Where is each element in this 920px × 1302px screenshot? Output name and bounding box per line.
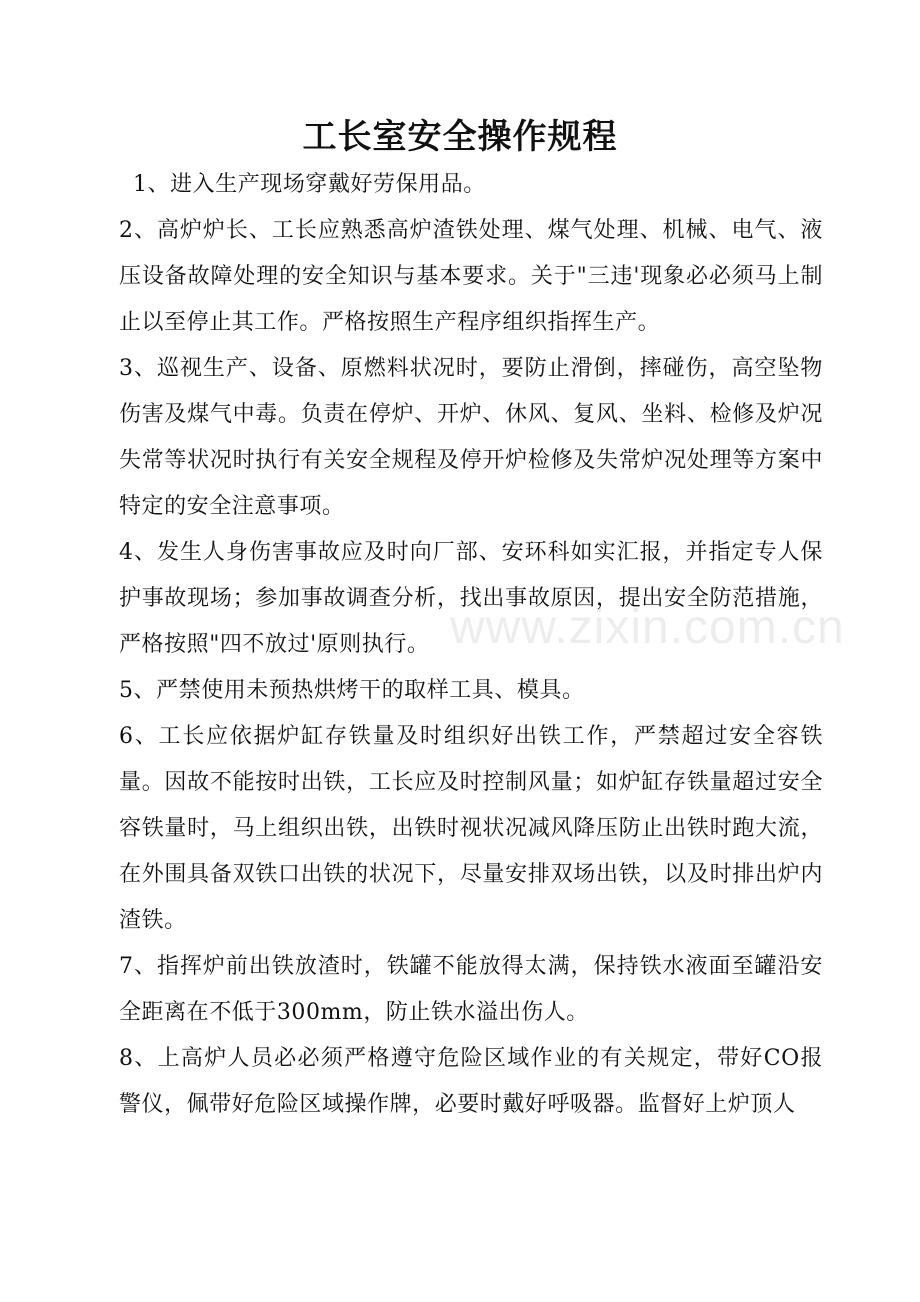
document-body: [111, 162, 823, 1128]
paragraph-1: 1、进入生产现场穿戴好劳保用品。: [133, 172, 486, 197]
paragraph-3: 3、巡视生产、设备、原燃料状况时，要防止滑倒，摔碰伤，高空坠物伤害及煤气中毒。负责在停炉、开炉、休风、复风、坐料、检修及炉况失常等状况时执行有关安全规程及停开炉检修及失常炉况处理等方案中特定的安全注意事项。: [119, 356, 823, 519]
paragraph-7: 7、指挥炉前出铁放渣时，铁罐不能放得太满，保持铁水液面至罐沿安全距离在不低于300mm，防止铁水溢出伤人。: [119, 954, 823, 1025]
page-title: 工长室安全操作规程: [302, 117, 618, 157]
paragraph-5: 5、严禁使用未预热烘烤干的取样工具、模具。: [119, 678, 585, 703]
paragraph-4: 4、发生人身伤害事故应及时向厂部、安环科如实汇报，并指定专人保护事故现场；参加事故调查分析，找出事故原因，提出安全防范措施，严格按照"四不放过'原则执行。: [119, 540, 823, 657]
paragraph-6: 6、工长应依据炉缸存铁量及时组织好出铁工作，严禁超过安全容铁量。因故不能按时出铁，工长应及时控制风量；如炉缸存铁量超过安全容铁量时，马上组织出铁，出铁时视状况减风降压防止出铁时跑大流，在外围具备双铁口出铁的状况下，尽量安排双场出铁，以及时排出炉内渣铁。: [119, 724, 823, 933]
paragraph-8: 8、上高炉人员必必须严格遵守危险区域作业的有关规定，带好CO报警仪，佩带好危险区域操作牌，必要时戴好呼吸器。监督好上炉顶人: [119, 1046, 823, 1117]
watermark-text: www.zixin.com.cn: [450, 601, 845, 654]
paragraph-2: 2、高炉炉长、工长应熟悉高炉渣铁处理、煤气处理、机械、电气、液压设备故障处理的安全知识与基本要求。关于"三违'现象必必须马上制止以至停止其工作。严格按照生产程序组织指挥生产。: [119, 218, 823, 335]
